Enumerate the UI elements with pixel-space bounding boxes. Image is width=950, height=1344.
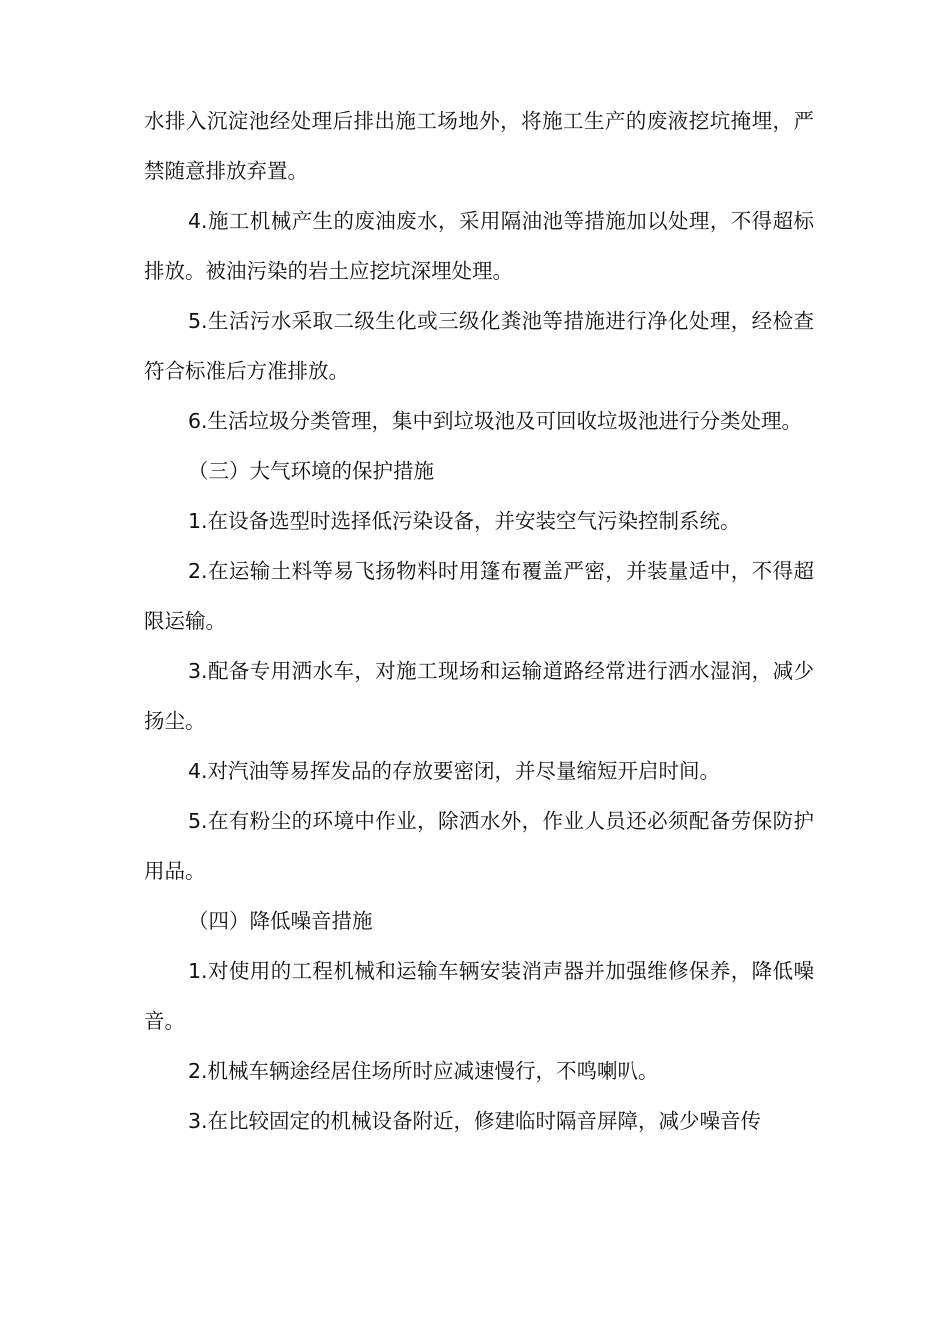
paragraph-air-item-5: 5.在有粉尘的环境中作业，除洒水外，作业人员还必须配备劳保防护用品。 (144, 809, 814, 883)
paragraph-air-item-2: 2.在运输土料等易飞扬物料时用篷布覆盖严密，并装量适中，不得超限运输。 (144, 559, 814, 633)
paragraph-item-5-sewage: 5.生活污水采取二级生化或三级化粪池等措施进行净化处理，经检查符合标准后方准排放。 (144, 309, 814, 383)
paragraph-air-item-4: 4.对汽油等易挥发品的存放要密闭，并尽量缩短开启时间。 (188, 759, 721, 783)
section-heading-noise: （四）降低噪音措施 (188, 909, 373, 933)
paragraph-item-4-waste-oil: 4.施工机械产生的废油废水，采用隔油池等措施加以处理，不得超标排放。被油污染的岩土应挖坑深埋处理。 (144, 209, 814, 283)
paragraph-air-item-1: 1.在设备选型时选择低污染设备，并安装空气污染控制系统。 (188, 509, 741, 533)
document-body (144, 96, 814, 1146)
paragraph-item-6-garbage: 6.生活垃圾分类管理，集中到垃圾池及可回收垃圾池进行分类处理。 (188, 409, 803, 433)
section-heading-air: （三）大气环境的保护措施 (188, 459, 434, 483)
paragraph-noise-item-3: 3.在比较固定的机械设备附近，修建临时隔音屏障，减少噪音传 (188, 1109, 762, 1133)
paragraph-air-item-3: 3.配备专用洒水车，对施工现场和运输道路经常进行洒水湿润，减少扬尘。 (144, 659, 814, 733)
paragraph-noise-item-1: 1.对使用的工程机械和运输车辆安装消声器并加强维修保养，降低噪音。 (144, 959, 814, 1033)
paragraph-continuation: 水排入沉淀池经处理后排出施工场地外，将施工生产的废液挖坑掩埋，严禁随意排放弃置。 (144, 109, 814, 183)
paragraph-noise-item-2: 2.机械车辆途经居住场所时应减速慢行，不鸣喇叭。 (188, 1059, 659, 1083)
